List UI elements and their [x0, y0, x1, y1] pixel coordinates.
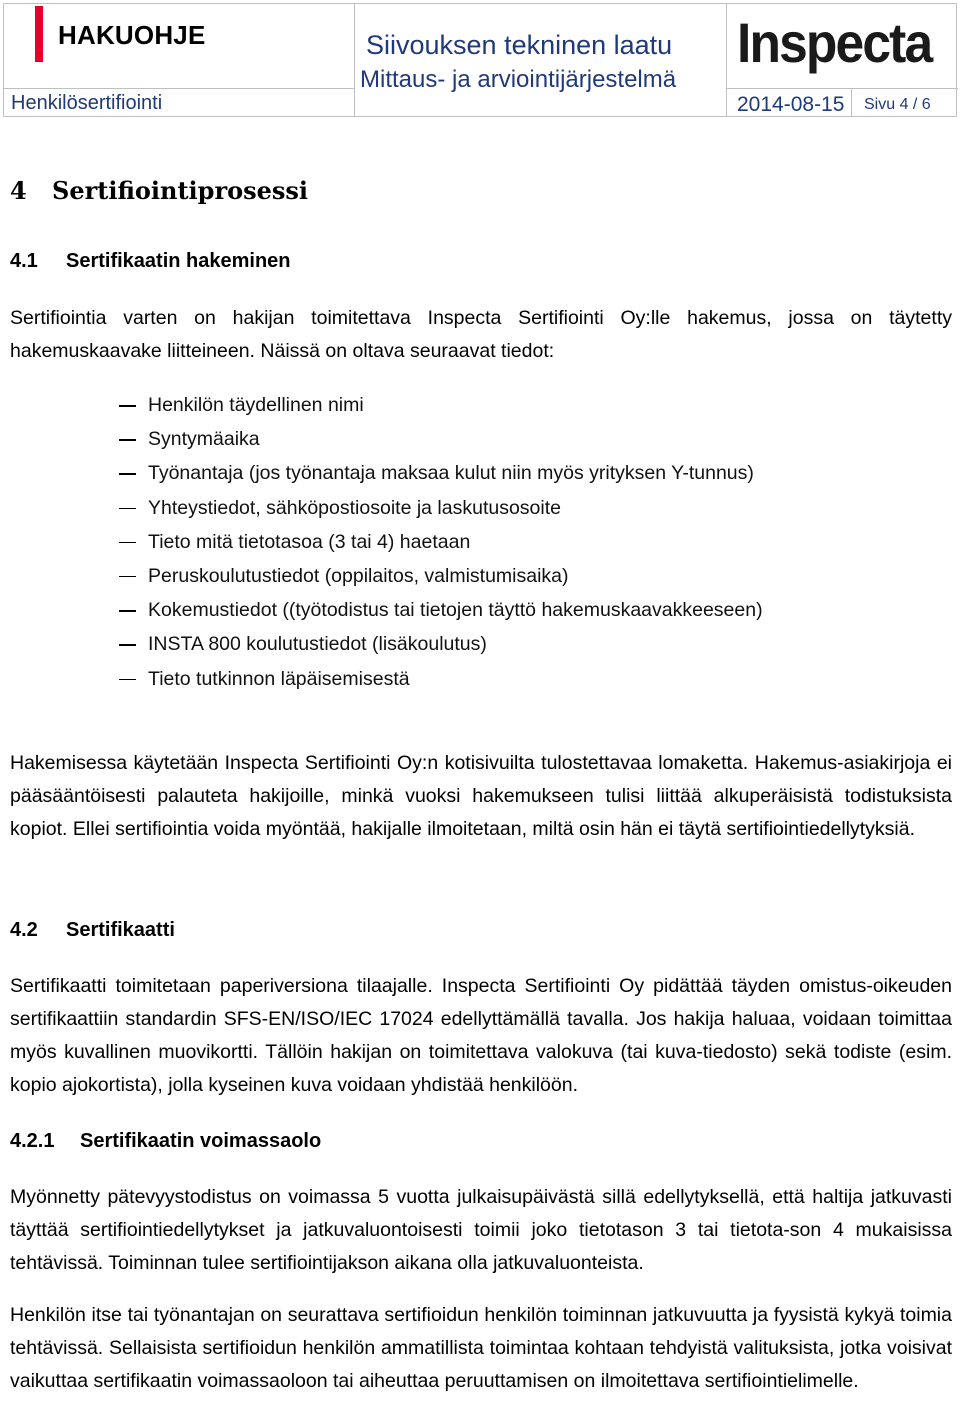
dash-bullet	[119, 610, 136, 612]
list-item: Työnantaja (jos työnantaja maksaa kulut niin myös yrityksen Y-tunnus)	[119, 456, 763, 490]
page-number: Sivu 4 / 6	[864, 96, 931, 113]
flag-icon	[35, 6, 43, 62]
header-divider	[726, 4, 727, 116]
inspecta-logo: Inspecta	[737, 11, 932, 74]
header-title: Siivouksen tekninen laatu	[366, 30, 673, 60]
paragraph: Sertifiointia varten on hakijan toimitettava Inspecta Sertifiointi Oy:lle hakemus, jossa on täytetty hakemuskaavake liitteineen. Näissä on oltava seuraavat tiedot:	[10, 307, 952, 362]
list-item: Henkilön täydellinen nimi	[119, 388, 763, 422]
doc-type: HAKUOHJE	[58, 20, 206, 50]
list-item: Tieto tutkinnon läpäisemisestä	[119, 662, 763, 696]
dash-bullet	[119, 576, 136, 578]
paragraph: Myönnetty pätevyystodistus on voimassa 5 vuotta julkaisupäivästä sillä edellytyksellä, että haltija jatkuvasti täyttää sertifiointiedellytykset ja jatkuvaluontoisesti toimii joko tietotason 3 tai tietota-son 4 mukaisissa tehtävissä. Toiminnan tulee sertifiointijakson aikana olla jatkuvaluonteista.	[10, 1186, 952, 1274]
header-divider	[726, 88, 958, 89]
paragraph: Henkilön itse tai työnantajan on seurattava sertifioidun henkilön toiminnan jatkuvuutta ja fyysistä kykyä toimia tehtävissä. Sellaisista sertifioidun henkilön ammatillista toimintaa kohtaan tehdyistä valituksista, jotka voisivat vaikuttaa sertifikaatin voimassaoloon tai aiheuttaa peruuttamisen on ilmoitettava sertifiointielimelle.	[10, 1304, 952, 1392]
dash-bullet	[119, 439, 136, 441]
document-header	[3, 3, 957, 117]
required-info-list	[119, 388, 763, 696]
dash-bullet	[119, 542, 136, 544]
header-divider	[4, 88, 354, 89]
paragraph: Sertifikaatti toimitetaan paperiversiona tilaajalle. Inspecta Sertifiointi Oy pidättää täyden omistus-oikeuden sertifikaattiin standardin SFS-EN/ISO/IEC 17024 edellyttämällä tavalla. Jos hakija haluaa, voidaan toimittaa myös kuvallinen muovikortti. Tällöin hakijan on toimitettava valokuva (tai kuva-tiedosto) sekä todiste (esim. kopio ajokortista), jolla kyseinen kuva voidaan yhdistää henkilöön.	[10, 975, 952, 1096]
section-number: 4	[10, 176, 27, 205]
dash-bullet	[119, 405, 136, 407]
subsection-heading	[10, 1130, 321, 1153]
list-item: Tieto mitä tietotasoa (3 tai 4) haetaan	[119, 525, 763, 559]
section-title: Sertifiointiprosessi	[52, 176, 309, 205]
list-item: Kokemustiedot ((työtodistus tai tietojen täyttö hakemuskaavakkeeseen)	[119, 593, 763, 627]
header-date: 2014-08-15	[737, 93, 845, 116]
subsection-heading	[10, 250, 291, 273]
subsection-title: Sertifikaatti	[66, 919, 175, 941]
header-category: Henkilösertifiointi	[11, 92, 163, 114]
list-item: Syntymäaika	[119, 422, 763, 456]
subsection-number: 4.2.1	[10, 1130, 55, 1152]
header-subtitle: Mittaus- ja arviointijärjestelmä	[360, 66, 677, 93]
dash-bullet	[119, 644, 136, 646]
header-divider	[354, 4, 355, 116]
paragraph: Hakemisessa käytetään Inspecta Sertifiointi Oy:n kotisivuilta tulostettavaa lomaketta. Hakemus-asiakirjoja ei pääsääntöisesti palauteta hakijoille, minkä vuoksi hakemukseen tulisi liittää alkuperäisistä todistuksista kopiot. Ellei sertifiointia voida myöntää, hakijalle ilmoitetaan, miltä osin hän ei täytä sertifiointiedellytyksiä.	[10, 752, 952, 840]
dash-bullet	[119, 679, 136, 681]
subsection-heading	[10, 919, 175, 942]
header-divider	[851, 88, 852, 116]
subsection-number: 4.2	[10, 919, 38, 941]
list-item: INSTA 800 koulutustiedot (lisäkoulutus)	[119, 627, 763, 661]
subsection-number: 4.1	[10, 250, 38, 272]
subsection-title: Sertifikaatin voimassaolo	[80, 1130, 322, 1152]
dash-bullet	[119, 508, 136, 510]
list-item: Peruskoulutustiedot (oppilaitos, valmistumisaika)	[119, 559, 763, 593]
section-heading	[10, 176, 308, 205]
list-item: Yhteystiedot, sähköpostiosoite ja laskutusosoite	[119, 491, 763, 525]
dash-bullet	[119, 473, 136, 475]
subsection-title: Sertifikaatin hakeminen	[66, 250, 291, 272]
